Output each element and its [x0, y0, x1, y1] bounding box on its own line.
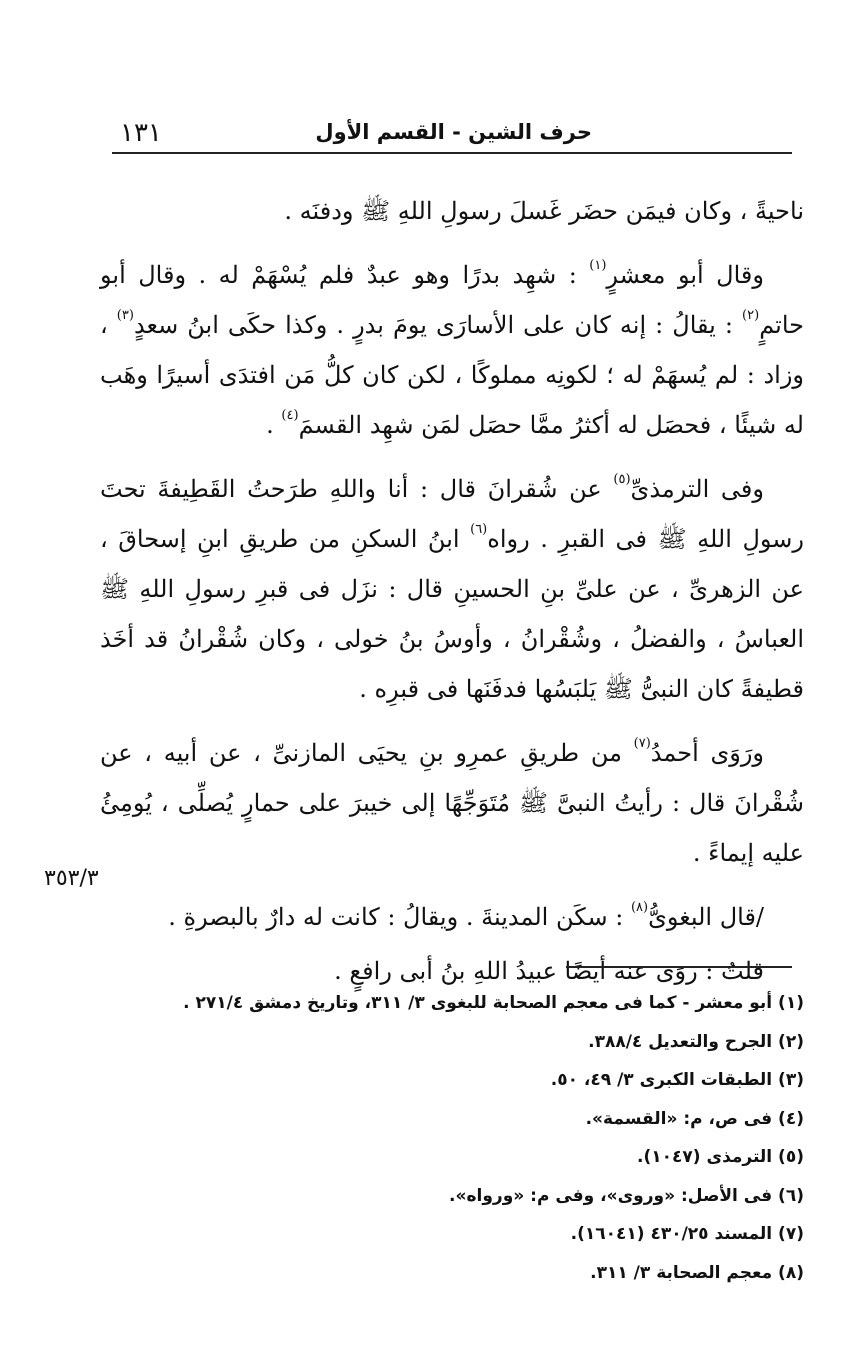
paragraph-text: عن شُقرانَ قال : أنا واللهِ طرَحتُ القَطِيفةَ تحتَ رسولِ اللهِ ﷺ فى القبرِ . رواه — [100, 475, 804, 553]
footnotes-list — [100, 984, 804, 1292]
footnote-ref-2: (٢) — [742, 308, 760, 323]
footnote-ref-1: (١) — [589, 258, 607, 273]
footnote-item: (٢) الجرح والتعديل ٣٨٨/٤. — [588, 1031, 804, 1052]
footnote-item: (١) أبو معشر - كما فى معجم الصحابة للبغوى ٣/ ٣١١، وتاريخ دمشق ٢٧١/٤ . — [183, 993, 804, 1013]
footnote-divider — [566, 966, 792, 968]
paragraph-text: : شهِد بدرًا وهو عبدٌ فلم يُسْهَمْ له . وقال أبو حاتمٍ — [100, 261, 804, 339]
paragraph-text: ، وزاد : لم يُسهَمْ له ؛ لكونِه مملوكًا ، لكن كان كلُّ مَن افتدَى أسيرًا وهَب له شيئًا ، فحصَل له أكثرُ ممَّا حصَل لمَن شهِد القسمَ — [100, 311, 804, 439]
footnote-ref-7: (٧) — [633, 736, 651, 751]
paragraph-text: قلتُ : روَى عنه أيضًا عبيدُ اللهِ بنُ أبى رافعٍ . — [334, 957, 764, 985]
footnote-ref-6: (٦) — [470, 522, 488, 537]
paragraph-2 — [100, 250, 804, 450]
footnote-ref-4: (٤) — [281, 408, 299, 423]
paragraph-text: ناحيةً ، وكان فيمَن حضَر غَسلَ رسولِ اللهِ ﷺ ودفنَه . — [284, 197, 804, 225]
paragraph-text: . — [266, 411, 282, 439]
page-number: ١٣١ — [120, 118, 162, 148]
paragraph-text: : يقالُ : إنه كان على الأسارَى يومَ بدرٍ . وكذا حكَى ابنُ سعدٍ — [133, 311, 743, 339]
paragraph-5 — [100, 892, 804, 942]
footnote-ref-5: (٥) — [613, 472, 631, 487]
paragraph-1 — [100, 186, 804, 236]
paragraph-text: : سكَن المدينةَ . ويقالُ : كانت له دارٌ بالبصرةِ . — [168, 903, 631, 931]
footnote-item: (٤) فى ص، م: «القسمة». — [585, 1108, 804, 1129]
running-head: حرف الشين - القسم الأول — [315, 120, 592, 144]
page-header — [112, 112, 792, 154]
main-text — [100, 186, 804, 1010]
footnote-item: (٥) الترمذى (١٠٤٧). — [637, 1147, 804, 1167]
paragraph-text: /قال البغوىُّ — [648, 903, 764, 931]
paragraph-4 — [100, 728, 804, 878]
paragraph-text: من طريقِ عمرِو بنِ يحيَى المازنىِّ ، عن أبيه ، عن شُقْرانَ قال : رأيتُ النبىَّ ﷺ مُتَوَجِّهًا إلى خيبرَ على حمارٍ يُصلِّى ، يُومِئُ عليه إيماءً . — [100, 739, 804, 867]
footnote-item: (٧) المسند ٤٣٠/٢٥ (١٦٠٤١). — [570, 1224, 804, 1244]
footnote-item: (٣) الطبقات الكبرى ٣/ ٤٩، ٥٠. — [550, 1070, 804, 1090]
footnote-ref-8: (٨) — [630, 900, 649, 915]
paragraph-text: ابنُ السكنِ من طريقِ ابنِ إسحاقَ ، عن الزهرىِّ ، عن علىِّ بنِ الحسينِ قال : نزَل فى قبرِ رسولِ اللهِ ﷺ العباسُ ، والفضلُ ، وشُقْرانُ ، وأوسُ بنُ خولى ، وكان شُقْرانُ قد أخَذ قطيفةً كان النبىُّ ﷺ يَلبَسُها فدفَنَها فى قبرِه . — [100, 525, 805, 703]
paragraph-text: وقال أبو معشرٍ — [606, 261, 764, 289]
footnote-item: (٦) فى الأصل: «وروى»، وفى م: «ورواه». — [449, 1185, 804, 1206]
paragraph-text: وفى الترمذىِّ — [630, 475, 764, 503]
paragraph-3 — [100, 464, 804, 714]
paragraph-text: ورَوَى أحمدُ — [650, 739, 764, 767]
margin-reference: ٣٥٣/٣ — [44, 866, 99, 891]
footnote-item: (٨) معجم الصحابة ٣/ ٣١١. — [590, 1262, 804, 1283]
footnote-ref-3: (٣) — [116, 308, 134, 323]
